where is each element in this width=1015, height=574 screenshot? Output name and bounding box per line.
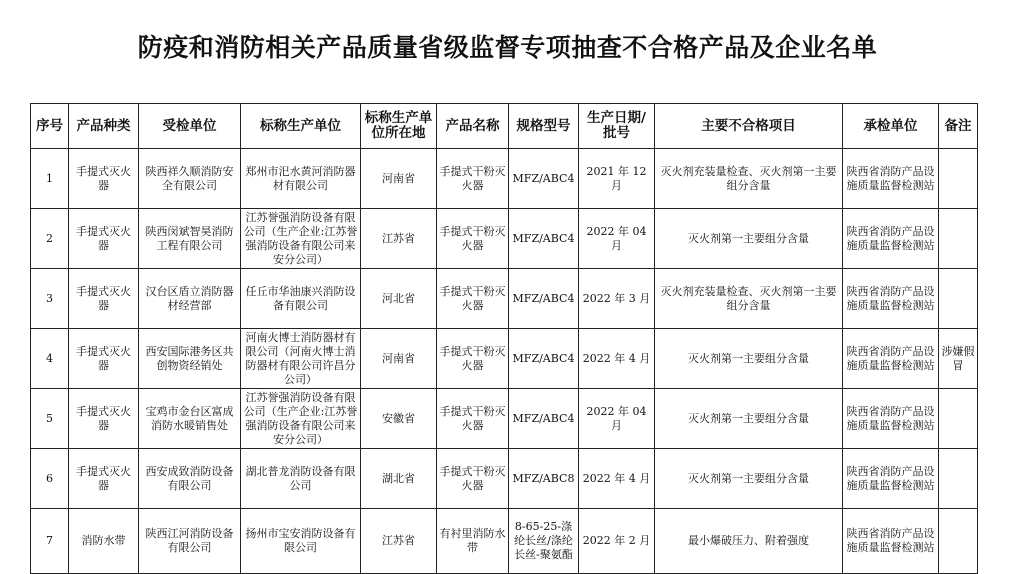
row-location: 河南省: [361, 329, 437, 389]
row-remark: [939, 389, 978, 449]
row-manufacturer: 任丘市华油康兴消防设备有限公司: [241, 269, 361, 329]
table-row: [31, 149, 978, 209]
row-manufacturer: 湖北普龙消防设备有限公司: [241, 449, 361, 509]
header-model: 规格型号: [509, 104, 579, 149]
header-defects: 主要不合格项目: [655, 104, 843, 149]
row-product-name: 手提式干粉灭火器: [437, 209, 509, 269]
header-manufacturer: 标称生产单位: [241, 104, 361, 149]
row-location: 安徽省: [361, 389, 437, 449]
row-model: MFZ/ABC4: [509, 209, 579, 269]
row-category: 消防水带: [69, 509, 139, 574]
row-location: 河南省: [361, 149, 437, 209]
table-row: [31, 209, 978, 269]
row-category: 手提式灭火器: [69, 389, 139, 449]
row-inspected-unit: 西安成致消防设备有限公司: [139, 449, 241, 509]
row-no: 7: [31, 509, 69, 574]
header-testing-lab: 承检单位: [843, 104, 939, 149]
table-header-row: [31, 104, 978, 149]
row-testing-lab: 陕西省消防产品设施质量监督检测站: [843, 329, 939, 389]
table-row: [31, 509, 978, 574]
row-category: 手提式灭火器: [69, 149, 139, 209]
header-date: 生产日期/批号: [579, 104, 655, 149]
row-remark: [939, 209, 978, 269]
row-date: 2022 年 04 月: [579, 389, 655, 449]
row-model: MFZ/ABC8: [509, 449, 579, 509]
row-manufacturer: 郑州市汜水黄河消防器材有限公司: [241, 149, 361, 209]
row-remark: 涉嫌假冒: [939, 329, 978, 389]
row-no: 4: [31, 329, 69, 389]
row-model: MFZ/ABC4: [509, 149, 579, 209]
row-date: 2022 年 2 月: [579, 509, 655, 574]
row-location: 江苏省: [361, 209, 437, 269]
row-defects: 灭火剂第一主要组分含量: [655, 329, 843, 389]
row-inspected-unit: 陕西江河消防设备有限公司: [139, 509, 241, 574]
row-date: 2022 年 3 月: [579, 269, 655, 329]
table-row: [31, 389, 978, 449]
row-date: 2022 年 4 月: [579, 449, 655, 509]
row-product-name: 有衬里消防水带: [437, 509, 509, 574]
table-row: [31, 449, 978, 509]
row-model: 8-65-25-涤纶长丝/涤纶长丝-聚氨酯: [509, 509, 579, 574]
row-manufacturer: 河南火博士消防器材有限公司（河南火博士消防器材有限公司许昌分公司）: [241, 329, 361, 389]
row-category: 手提式灭火器: [69, 449, 139, 509]
row-remark: [939, 269, 978, 329]
row-date: 2021 年 12 月: [579, 149, 655, 209]
row-location: 湖北省: [361, 449, 437, 509]
row-date: 2022 年 04 月: [579, 209, 655, 269]
row-testing-lab: 陕西省消防产品设施质量监督检测站: [843, 209, 939, 269]
row-defects: 灭火剂充装量检查、灭火剂第一主要组分含量: [655, 269, 843, 329]
noncompliant-products-table: [30, 103, 978, 574]
row-inspected-unit: 陕西祥久顺消防安全有限公司: [139, 149, 241, 209]
header-category: 产品种类: [69, 104, 139, 149]
row-testing-lab: 陕西省消防产品设施质量监督检测站: [843, 269, 939, 329]
row-defects: 灭火剂第一主要组分含量: [655, 449, 843, 509]
row-category: 手提式灭火器: [69, 209, 139, 269]
row-date: 2022 年 4 月: [579, 329, 655, 389]
row-inspected-unit: 宝鸡市金台区富成消防水暖销售处: [139, 389, 241, 449]
header-inspected-unit: 受检单位: [139, 104, 241, 149]
row-remark: [939, 509, 978, 574]
row-model: MFZ/ABC4: [509, 389, 579, 449]
row-no: 1: [31, 149, 69, 209]
row-manufacturer: 扬州市宝安消防设备有限公司: [241, 509, 361, 574]
row-location: 河北省: [361, 269, 437, 329]
header-remark: 备注: [939, 104, 978, 149]
row-defects: 灭火剂第一主要组分含量: [655, 209, 843, 269]
table-row: [31, 329, 978, 389]
row-inspected-unit: 陕西闵斌智昊消防工程有限公司: [139, 209, 241, 269]
row-no: 6: [31, 449, 69, 509]
row-category: 手提式灭火器: [69, 269, 139, 329]
row-defects: 灭火剂充装量检查、灭火剂第一主要组分含量: [655, 149, 843, 209]
row-model: MFZ/ABC4: [509, 269, 579, 329]
row-defects: 最小爆破压力、附着强度: [655, 509, 843, 574]
row-product-name: 手提式干粉灭火器: [437, 269, 509, 329]
row-inspected-unit: 西安国际港务区共创物资经销处: [139, 329, 241, 389]
row-inspected-unit: 汉台区盾立消防器材经营部: [139, 269, 241, 329]
row-manufacturer: 江苏誉强消防设备有限公司（生产企业:江苏誉强消防设备有限公司来安分公司）: [241, 389, 361, 449]
row-testing-lab: 陕西省消防产品设施质量监督检测站: [843, 509, 939, 574]
row-no: 3: [31, 269, 69, 329]
row-product-name: 手提式干粉灭火器: [437, 329, 509, 389]
row-product-name: 手提式干粉灭火器: [437, 449, 509, 509]
row-product-name: 手提式干粉灭火器: [437, 149, 509, 209]
row-no: 2: [31, 209, 69, 269]
row-manufacturer: 江苏誉强消防设备有限公司（生产企业:江苏誉强消防设备有限公司来安分公司）: [241, 209, 361, 269]
row-testing-lab: 陕西省消防产品设施质量监督检测站: [843, 149, 939, 209]
header-product-name: 产品名称: [437, 104, 509, 149]
header-location: 标称生产单位所在地: [361, 104, 437, 149]
row-no: 5: [31, 389, 69, 449]
row-remark: [939, 149, 978, 209]
row-defects: 灭火剂第一主要组分含量: [655, 389, 843, 449]
row-remark: [939, 449, 978, 509]
row-location: 江苏省: [361, 509, 437, 574]
row-testing-lab: 陕西省消防产品设施质量监督检测站: [843, 449, 939, 509]
page-title: 防疫和消防相关产品质量省级监督专项抽查不合格产品及企业名单: [137, 33, 878, 62]
row-model: MFZ/ABC4: [509, 329, 579, 389]
table-row: [31, 269, 978, 329]
row-category: 手提式灭火器: [69, 329, 139, 389]
header-no: 序号: [31, 104, 69, 149]
row-product-name: 手提式干粉灭火器: [437, 389, 509, 449]
row-testing-lab: 陕西省消防产品设施质量监督检测站: [843, 389, 939, 449]
